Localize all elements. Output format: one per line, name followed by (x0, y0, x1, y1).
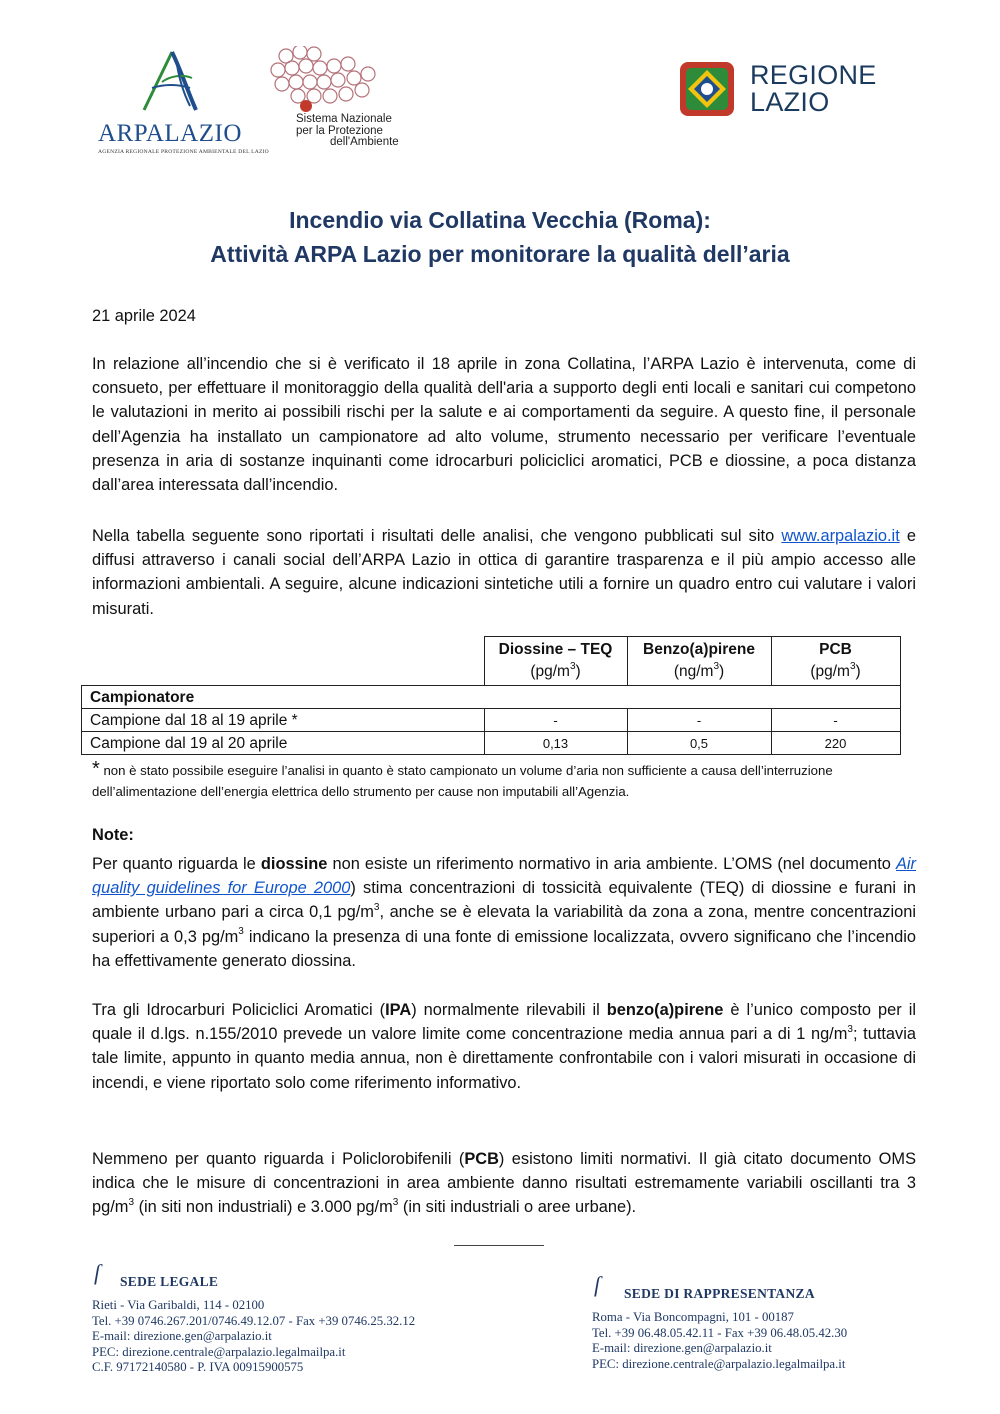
title-line-1: Incendio via Collatina Vecchia (Roma): (289, 207, 711, 233)
regione-lazio-logo (678, 60, 898, 120)
feather-icon: ſ (594, 1272, 601, 1297)
results-text-before: Nella tabella seguente sono riportati i risultati delle analisi, che vengono pubblicati sul sito (92, 527, 782, 545)
keyword-diossine: diossine (260, 855, 328, 873)
table-row (82, 732, 901, 755)
footer-line: Tel. +39 0746.267.201/0746.49.12.07 - Fax +39 0746.25.32.12 (92, 1313, 416, 1328)
footer-line: Rieti - Via Garibaldi, 114 - 02100 (92, 1298, 265, 1312)
document-date: 21 aprile 2024 (92, 307, 196, 325)
cell-value: 0,13 (484, 732, 627, 755)
arpa-logo-mark-icon (92, 48, 252, 120)
note-diossine-paragraph: Per quanto riguarda le diossine non esiste un riferimento normativo in aria ambiente. L’OMS (nel documento Air quality guidelines for Europe 2000) stima concentrazioni di tossicità equivalente (TEQ) di diossine e furani in ambiente urbano pari a circa 0,1 $pg/m^3$, anche se è elevata la variabilità da zona a zona, mentre concentrazioni superiori a 0,3 $pg/m^3$ indicano la presenza di una fonte di emissione localizzata, ovvero significano che l’incendio ha effettivamente generato diossina. (92, 855, 917, 970)
campionatore-label: Campionatore (82, 686, 901, 709)
footer-line: PEC: direzione.centrale@arpalazio.legalmailpa.it (592, 1356, 846, 1371)
row-label: Campione dal 19 al 20 aprile (82, 732, 485, 755)
snpa-line-3: dell'Ambiente (330, 136, 399, 148)
snpa-logo (268, 46, 438, 150)
keyword-benzo-a-pirene: benzo(a)pirene (606, 1001, 724, 1019)
table-footnote (92, 760, 916, 802)
regione-lazio-emblem-icon (678, 60, 738, 118)
arpa-lazio-logo (92, 48, 269, 158)
table-header-row (82, 637, 901, 686)
footer-line: C.F. 97172140580 - P. IVA 00915900575 (92, 1360, 304, 1375)
footer-line: Roma - Via Boncompagni, 101 - 00187 (592, 1310, 794, 1324)
document-title (92, 203, 908, 271)
results-paragraph (92, 524, 916, 621)
title-line-2: Attività ARPA Lazio per monitorare la qualità dell’aria (210, 241, 790, 267)
intro-paragraph: In relazione all’incendio che si è verificato il 18 aprile in zona Collatina, l’ARPA Lazio è intervenuta, come di consueto, per effettuare il monitoraggio della qualità dell'aria a supporto degli enti locali e sanitari cui competono le valutazioni in merito ai possibili rischi per la salute e ai comportamenti da seguire. A questo fine, il personale dell’Agenzia ha installato un campionatore ad alto volume, strumento necessario per verificare l’eventuale presenza in aria di sostanze inquinanti come idrocarburi policiclici aromatici, PCB e diossine, a poca distanza dall’area interessata dall’incendio. (92, 355, 916, 495)
table-group-row (82, 686, 901, 709)
footer-sede-legale (92, 1262, 512, 1376)
regione-lazio-text (750, 62, 877, 116)
regione-lazio-line-1: REGIONE (750, 60, 877, 90)
results-table (81, 636, 901, 755)
notes-heading: Note: (92, 826, 134, 844)
snpa-logo-text (296, 114, 399, 149)
sede-legale-heading: SEDE LEGALE (120, 1274, 219, 1289)
arpa-logo-subtitle: AGENZIA REGIONALE PROTEZIONE AMBIENTALE DEL LAZIO (98, 149, 269, 155)
snpa-line-2: per la Protezione (296, 124, 383, 137)
cell-value: 220 (771, 732, 900, 755)
feather-icon: ſ (94, 1260, 101, 1285)
keyword-pcb: PCB (464, 1150, 499, 1168)
results-text-after: e diffusi attraverso i canali social dell’ARPA Lazio in ottica di garantire trasparenza e il più ampio accesso alle informazioni ambientali. A seguire, alcune indicazioni sintetiche utili a fornire un quadro entro cui valutare i valori misurati. (92, 527, 917, 618)
keyword-ipa: IPA (385, 1001, 412, 1019)
air-quality-guidelines-link[interactable]: Air quality guidelines for Europe 2000 (92, 855, 917, 898)
cell-value: - (484, 709, 627, 732)
cell-value: - (627, 709, 771, 732)
row-label: Campione dal 18 al 19 aprile * (82, 709, 485, 732)
header-pcb: PCB $(pg/m^3)$ (771, 637, 900, 686)
table-row (82, 709, 901, 732)
table-corner-cell (82, 637, 485, 686)
footer-line: PEC: direzione.centrale@arpalazio.legalmailpa.it (92, 1344, 346, 1359)
header-diossine: Diossine – TEQ $(pg/m^3)$ (484, 637, 627, 686)
header-benzo-a-pirene: Benzo(a)pirene $(ng/m^3)$ (627, 637, 771, 686)
snpa-hexagon-icon (268, 46, 388, 118)
arpa-logo-text: ARPALAZIO (98, 120, 242, 147)
footnote-mark: * (92, 758, 100, 780)
footer-separator (454, 1245, 544, 1246)
note-pcb-paragraph: Nemmeno per quanto riguarda i Policlorobifenili (PCB) esistono limiti normativi. Il già citato documento OMS indica che le misure di concentrazioni in area ambiente danno risultati estremamente variabili oscillanti tra 3 $pg/m^3$ (in siti non industriali) e 3.000 $pg/m^3$ (in siti industriali o aree urbane). (92, 1150, 917, 1217)
footer-line: Tel. +39 06.48.05.42.11 - Fax +39 06.48.05.42.30 (592, 1325, 848, 1340)
sede-rappresentanza-heading: SEDE DI RAPPRESENTANZA (624, 1286, 815, 1301)
regione-lazio-line-2: LAZIO (750, 87, 830, 117)
footer-line: E-mail: direzione.gen@arpalazio.it (92, 1329, 272, 1344)
footer-sede-rappresentanza (592, 1274, 912, 1372)
cell-value: - (771, 709, 900, 732)
note-ipa-paragraph: Tra gli Idrocarburi Policiclici Aromatici (IPA) normalmente rilevabili il benzo(a)pirene è l’unico composto per il quale il d.lgs. n.155/2010 prevede un valore limite come concentrazione media annua pari a di 1 $ng/m^3$; tuttavia tale limite, appunto in quanto media annua, non è direttamente confrontabile con i valori misurati in occasione di incendi, e viene riportato solo come riferimento informativo. (92, 1001, 916, 1092)
snpa-line-1: Sistema Nazionale (296, 113, 392, 125)
footer-line: E-mail: direzione.gen@arpalazio.it (592, 1341, 772, 1356)
arpalazio-website-link[interactable]: www.arpalazio.it (781, 527, 900, 545)
cell-value: 0,5 (627, 732, 771, 755)
footnote-text: non è stato possibile eseguire l’analisi in quanto è stato campionato un volume d’aria non sufficiente a causa dell’interruzione dell’alimentazione dell’energia elettrica dello strumento per cause non imputabili all’Agenzia. (92, 763, 833, 799)
